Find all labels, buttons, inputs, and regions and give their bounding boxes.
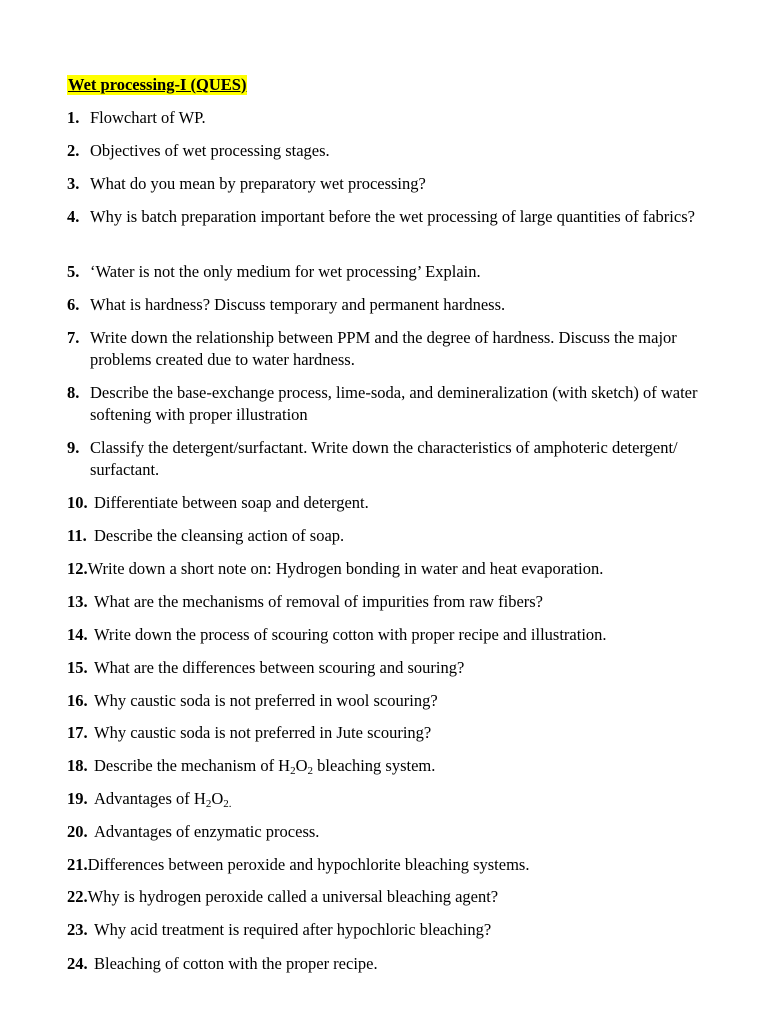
question-text: Describe the base-exchange process, lime-soda, and demineralization (with sketch) of water softening with proper illustration [90, 383, 698, 424]
question-number: 8. [67, 383, 80, 402]
question-item [67, 437, 727, 481]
question-item [67, 821, 727, 843]
question-item [67, 327, 727, 371]
question-text: Describe the cleansing action of soap. [94, 526, 345, 545]
question-text: Advantages of $H_2O_{2.}$ [94, 789, 232, 810]
document-title: Wet processing-I (QUES) [68, 75, 247, 94]
question-number: 21. [67, 855, 88, 874]
question-number: 19. [67, 789, 88, 808]
question-text: Describe the mechanism of $H_2O_2$ bleaching system. [94, 756, 436, 777]
question-item [67, 657, 727, 679]
question-text: Why is batch preparation important before the wet processing of large quantities of fabrics? [90, 207, 695, 226]
question-item [67, 854, 727, 876]
question-item [67, 591, 727, 613]
question-number: 7. [67, 328, 80, 347]
question-item [67, 294, 727, 316]
question-text: Objectives of wet processing stages. [90, 141, 330, 160]
question-number: 11. [67, 526, 87, 545]
question-text: Why acid treatment is required after hypochloric bleaching? [94, 920, 492, 939]
question-number: 3. [67, 174, 80, 193]
question-text: Write down the relationship between PPM and the degree of hardness. Discuss the major problems created due to water hardness. [90, 328, 677, 369]
question-item [67, 261, 727, 283]
question-text: Bleaching of cotton with the proper recipe. [94, 954, 378, 973]
question-text: Differences between peroxide and hypochlorite bleaching systems. [87, 855, 530, 874]
question-number: 1. [67, 108, 80, 127]
question-item [67, 140, 727, 162]
question-text: ‘Water is not the only medium for wet processing’ Explain. [90, 262, 481, 281]
question-text: Write down a short note on: Hydrogen bonding in water and heat evaporation. [87, 559, 604, 578]
question-number: 5. [67, 262, 80, 281]
question-item [67, 953, 727, 975]
question-number: 9. [67, 438, 80, 457]
question-number: 23. [67, 920, 88, 939]
question-number: 16. [67, 691, 88, 710]
question-item [67, 107, 727, 129]
question-number: 24. [67, 954, 88, 973]
question-number: 6. [67, 295, 80, 314]
question-item [67, 525, 727, 547]
question-number: 12. [67, 559, 88, 578]
question-text: Why caustic soda is not preferred in Jute scouring? [94, 723, 432, 742]
question-text: What are the mechanisms of removal of impurities from raw fibers? [94, 592, 544, 611]
question-number: 2. [67, 141, 80, 160]
question-number: 14. [67, 625, 88, 644]
question-text: Write down the process of scouring cotton with proper recipe and illustration. [94, 625, 607, 644]
question-number: 15. [67, 658, 88, 677]
question-text: Why is hydrogen peroxide called a universal bleaching agent? [87, 887, 499, 906]
question-text: Differentiate between soap and detergent. [94, 493, 369, 512]
question-number: 20. [67, 822, 88, 841]
question-item [67, 690, 727, 712]
question-text: Flowchart of WP. [90, 108, 206, 127]
question-number: 13. [67, 592, 88, 611]
question-item [67, 788, 727, 810]
question-text: What is hardness? Discuss temporary and permanent hardness. [90, 295, 506, 314]
question-item [67, 624, 727, 646]
question-item [67, 173, 727, 195]
question-item [67, 382, 727, 426]
question-item [67, 492, 727, 514]
question-number: 10. [67, 493, 88, 512]
question-item [67, 558, 727, 580]
question-item [67, 755, 727, 777]
question-text: Advantages of enzymatic process. [94, 822, 320, 841]
question-number: 17. [67, 723, 88, 742]
question-text: What are the differences between scouring and souring? [94, 658, 465, 677]
question-number: 4. [67, 207, 80, 226]
question-text: What do you mean by preparatory wet processing? [90, 174, 426, 193]
question-item [67, 919, 727, 941]
question-item [67, 206, 727, 228]
question-text: Classify the detergent/surfactant. Write down the characteristics of amphoteric detergent/ surfactant. [90, 438, 678, 479]
question-item [67, 886, 727, 908]
question-number: 22. [67, 887, 88, 906]
question-number: 18. [67, 756, 88, 775]
question-item [67, 722, 727, 744]
question-text: Why caustic soda is not preferred in wool scouring? [94, 691, 438, 710]
